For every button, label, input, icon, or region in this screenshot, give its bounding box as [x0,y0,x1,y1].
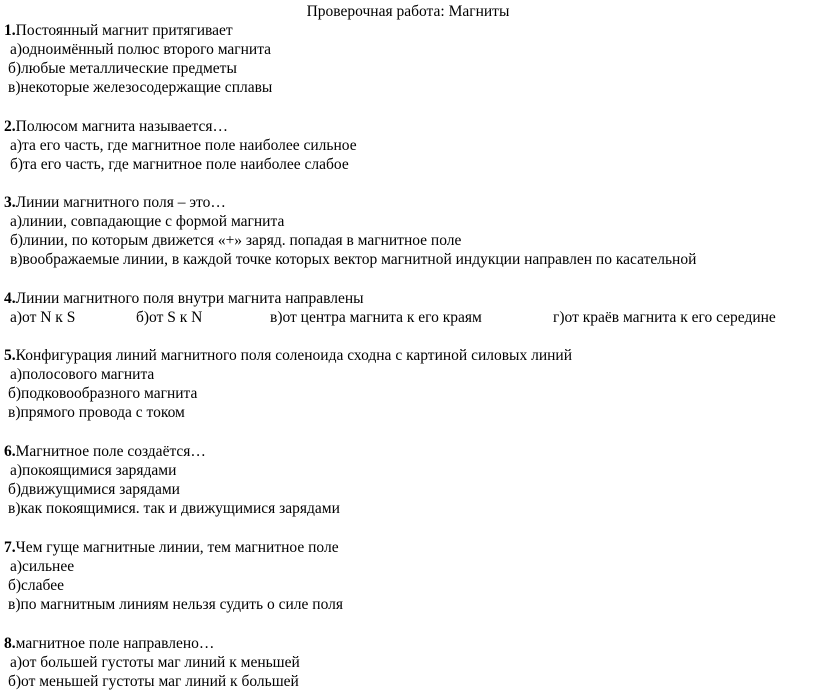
question-4-option-d: г)от краёв магнита к его середине [553,309,776,326]
question-6-text: Магнитное поле создаётся… [15,443,206,460]
question-2-text: Полюсом магнита называется… [15,118,229,135]
question-7-option-b: б)слабее [8,577,64,594]
question-5-option-a: а)полосового магнита [10,366,155,383]
question-5-option-c: в)прямого провода с током [8,404,185,421]
question-8 [4,634,214,653]
question-1-text: Постоянный магнит притягивает [15,22,233,39]
question-1-number: 1. [4,22,16,39]
question-6-number: 6. [4,443,16,460]
question-4-text: Линии магнитного поля внутри магнита направлены [15,290,364,307]
question-5-option-b: б)подковообразного магнита [8,385,198,402]
question-4-number: 4. [4,290,16,307]
question-7 [4,538,339,557]
question-2 [4,117,228,136]
question-8-option-a: а)от большей густоты маг линий к меньшей [10,654,300,671]
question-1-option-b: б)любые металлические предметы [8,60,237,77]
question-5-number: 5. [4,347,16,364]
question-3-number: 3. [4,194,16,211]
question-1-option-a: а)одноимённый полюс второго магнита [10,41,272,58]
question-6 [4,442,206,461]
question-2-number: 2. [4,118,16,135]
question-3-option-a: а)линии, совпадающие с формой магнита [10,213,285,230]
question-7-text: Чем гуще магнитные линии, тем магнитное поле [15,539,339,556]
question-1 [4,21,233,40]
question-3-text: Линии магнитного поля – это… [15,194,226,211]
question-6-option-b: б)движущимися зарядами [8,481,180,498]
question-3-option-b: б)линии, по которым движется «+» заряд. попадая в магнитное поле [10,232,462,249]
question-1-option-c: в)некоторые железосодержащие сплавы [8,79,273,96]
question-4-option-a: а)от N к S [10,309,76,326]
question-2-option-a: а)та его часть, где магнитное поле наиболее сильное [10,137,357,154]
question-7-number: 7. [4,539,16,556]
question-8-option-b: б)от меньшей густоты маг линий к большей [8,673,299,690]
question-8-number: 8. [4,635,16,652]
question-3-option-c: в)воображаемые линии, в каждой точке которых вектор магнитной индукции направлен по касательной [10,251,697,268]
question-7-option-c: в)по магнитным линиям нельзя судить о силе поля [8,596,343,613]
question-4-option-c: в)от центра магнита к его краям [270,309,482,326]
page-title: Проверочная работа: Магниты [306,3,510,20]
question-5-text: Конфигурация линий магнитного поля соленоида сходна с картиной силовых линий [15,347,573,364]
question-7-option-a: а)сильнее [10,558,75,575]
question-5 [4,346,572,365]
question-6-option-c: в)как покоящимися. так и движущимися зарядами [8,500,340,517]
question-4 [4,289,364,308]
question-2-option-b: б)та его часть, где магнитное поле наиболее слабое [10,156,349,173]
question-8-text: магнитное поле направлено… [15,635,215,652]
question-6-option-a: а)покоящимися зарядами [10,462,177,479]
question-4-option-b: б)от S к N [136,309,203,326]
question-3 [4,193,226,212]
